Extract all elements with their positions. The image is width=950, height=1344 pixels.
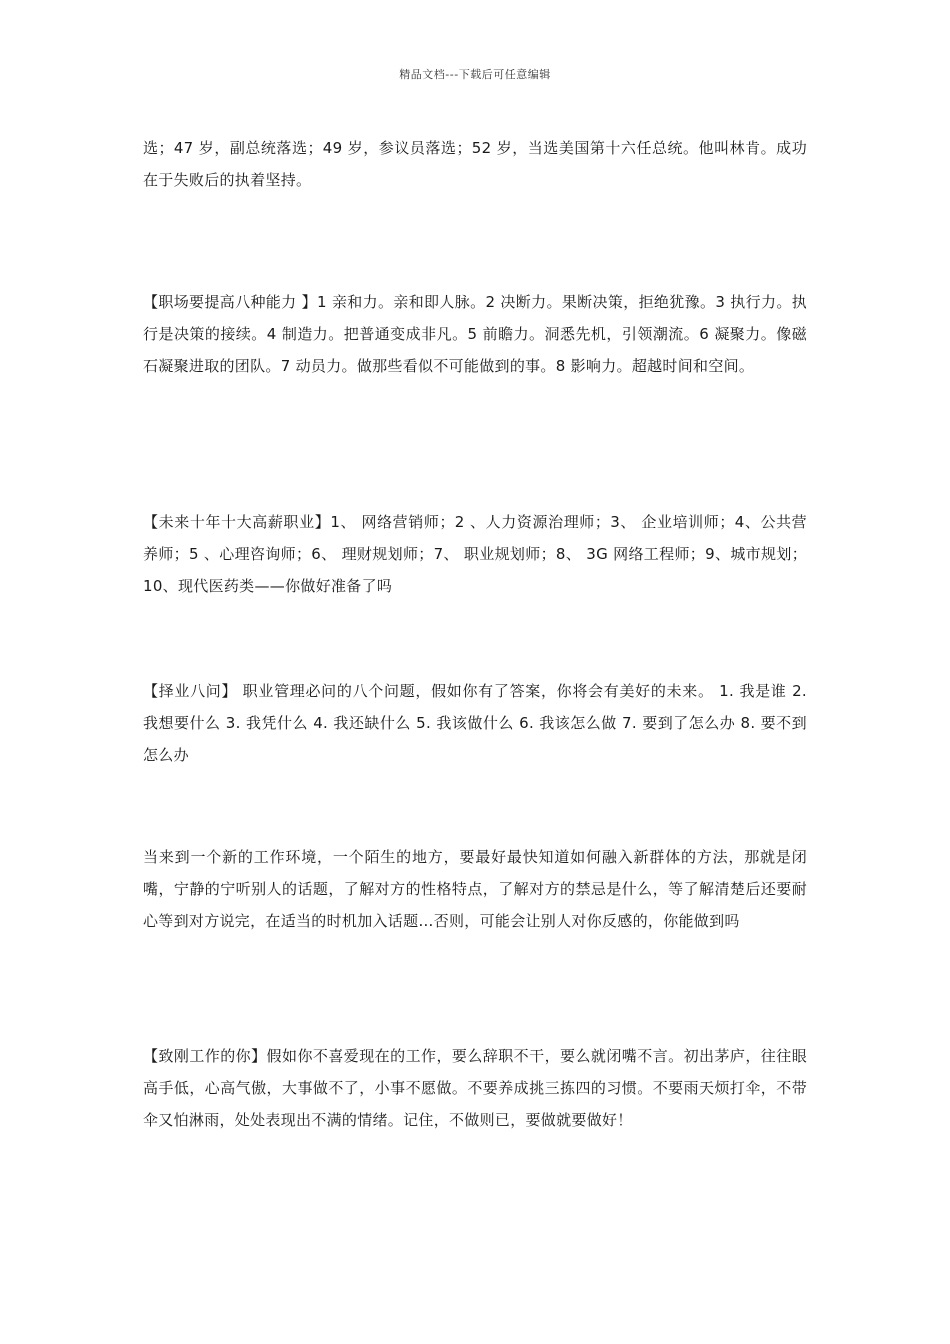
paragraph-eight-abilities: 【职场要提高八种能力 】1 亲和力。亲和即人脉。2 决断力。果断决策，拒绝犹豫。3 执行力。执行是决策的接续。4 制造力。把普通变成非凡。5 前瞻力。洞悉先机，引领潮流。6 凝聚力。像磁石凝聚进取的团队。7 动员力。做那些看似不可能做到的事。8 影响力。超越时间和空间。	[143, 293, 807, 375]
paragraph-eight-questions: 【择业八问】 职业管理必问的八个问题，假如你有了答案，你将会有美好的未来。 1. 我是谁 2. 我想要什么 3. 我凭什么 4. 我还缺什么 5. 我该做什么 6. 我该怎么做 7. 要到了怎么办 8. 要不到怎么办	[143, 682, 807, 764]
paragraph-to-new-workers: 【致刚工作的你】假如你不喜爱现在的工作，要么辞职不干，要么就闭嘴不言。初出茅庐，往往眼高手低，心高气傲，大事做不了，小事不愿做。不要养成挑三拣四的习惯。不要雨天烦打伞，不带伞又怕淋雨，处处表现出不满的情绪。记住，不做则已，要做就要做好！	[143, 1047, 807, 1129]
paragraph-high-salary-jobs: 【未来十年十大高薪职业】1、 网络营销师；2 、人力资源治理师；3、 企业培训师；4、公共营养师；5 、心理咨询师；6、 理财规划师；7、 职业规划师；8、 3G 网络工程师；9、城市规划；10、现代医药类——你做好准备了吗	[143, 513, 807, 595]
paragraph-lincoln: 选；47 岁，副总统落选；49 岁，参议员落选；52 岁，当选美国第十六任总统。他叫林肯。成功在于失败后的执着坚持。	[143, 139, 807, 189]
page-header: 精品文档---下载后可任意编辑	[399, 68, 551, 81]
paragraph-new-environment: 当来到一个新的工作环境，一个陌生的地方，要最好最快知道如何融入新群体的方法，那就是闭嘴，宁静的宁听别人的话题，了解对方的性格特点，了解对方的禁忌是什么，等了解清楚后还要耐心等到对方说完，在适当的时机加入话题…否则，可能会让别人对你反感的，你能做到吗	[143, 848, 807, 930]
